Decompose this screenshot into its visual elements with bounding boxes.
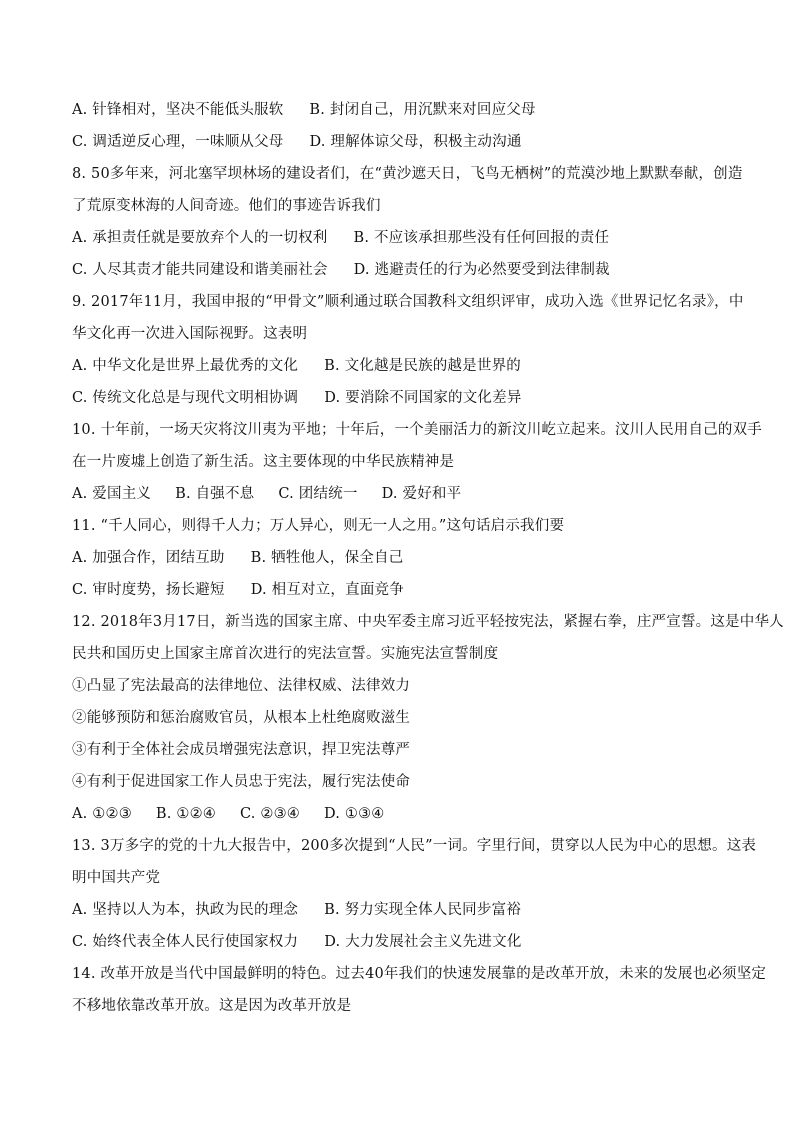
q12-item-1: ①凸显了宪法最高的法律地位、法律权威、法律效力 [72, 678, 411, 694]
q12-option-d: D. ①③④ [323, 806, 385, 822]
q14-stem-line-1: 14. 改革开放是当代中国最鲜明的特色。过去40年我们的快速发展靠的是改革开放，未来的发展也必须坚定 [72, 966, 767, 982]
q11-option-a: A. 加强合作，团结互助 [72, 550, 225, 566]
q11-options-row-2 [72, 580, 732, 600]
q9-option-b: B. 文化越是民族的越是世界的 [324, 358, 521, 374]
q9-stem-line-1: 9. 2017年11月，我国申报的“甲骨文”顺利通过联合国教科文组织评审，成功入选《世界记忆名录》，中 [72, 294, 744, 310]
q10-stem-line-1: 10. 十年前，一场天灾将汶川夷为平地；十年后，一个美丽活力的新汶川屹立起来。汶川人民用自己的双手 [72, 422, 762, 438]
q13-option-c: C. 始终代表全体人民行使国家权力 [72, 934, 299, 950]
q8-option-c: C. 人尽其责才能共同建设和谐美丽社会 [72, 262, 328, 278]
q13-stem-line-2: 明中国共产党 [72, 870, 161, 886]
q8-stem-line-2: 了荒原变林海的人间奇迹。他们的事迹告诉我们 [72, 198, 381, 214]
q10-options-row [72, 484, 732, 504]
q12-stem-line-1: 12. 2018年3月17日，新当选的国家主席、中央军委主席习近平轻按宪法，紧握右拳，庄严宣誓。这是中华人 [72, 614, 784, 630]
q9-option-d: D. 要消除不同国家的文化差异 [324, 390, 522, 406]
q8-option-a: A. 承担责任就是要放弃个人的一切权利 [72, 230, 328, 246]
q9-options-row-1 [72, 356, 732, 376]
q12-options-row [72, 804, 732, 824]
q12-item-4: ④有利于促进国家工作人员忠于宪法，履行宪法使命 [72, 774, 411, 790]
q12-item-3: ③有利于全体社会成员增强宪法意识，捍卫宪法尊严 [72, 742, 411, 758]
q9-option-a: A. 中华文化是世界上最优秀的文化 [72, 358, 299, 374]
q8-option-b: B. 不应该承担那些没有任何回报的责任 [353, 230, 610, 246]
q7-option-a: A. 针锋相对，坚决不能低头服软 [72, 102, 284, 118]
q13-stem-line-1: 13. 3万多字的党的十九大报告中，200多次提到“人民”一词。字里行间，贯穿以人民为中心的思想。这表 [72, 838, 757, 854]
q12-option-a: A. ①②③ [72, 806, 132, 822]
q13-option-b: B. 努力实现全体人民同步富裕 [324, 902, 521, 918]
q11-option-b: B. 牺牲他人，保全自己 [250, 550, 404, 566]
q8-options-row-1 [72, 228, 732, 248]
q7-option-b: B. 封闭自己，用沉默来对回应父母 [309, 102, 536, 118]
q12-stem-line-2: 民共和国历史上国家主席首次进行的宪法宣誓。实施宪法宣誓制度 [72, 646, 499, 662]
q10-option-d: D. 爱好和平 [381, 486, 462, 502]
q8-stem-line-1: 8. 50多年来，河北塞罕坝林场的建设者们，在“黄沙遮天日，飞鸟无栖树”的荒漠沙地上默默奉献，创造 [72, 166, 743, 182]
q9-options-row-2 [72, 388, 732, 408]
q7-option-d: D. 理解体谅父母，积极主动沟通 [309, 134, 522, 150]
q7-options-row-1 [72, 100, 732, 120]
q10-option-a: A. 爱国主义 [72, 486, 152, 502]
q13-options-row-1 [72, 900, 732, 920]
q10-option-c: C. 团结统一 [278, 486, 358, 502]
q14-stem-line-2: 不移地依靠改革开放。这是因为改革开放是 [72, 998, 352, 1014]
q12-option-b: B. ①②④ [155, 806, 216, 822]
q8-options-row-2 [72, 260, 732, 280]
q7-options-row-2 [72, 132, 732, 152]
q12-item-2: ②能够预防和惩治腐败官员，从根本上杜绝腐败滋生 [72, 710, 411, 726]
q10-stem-line-2: 在一片废墟上创造了新生活。这主要体现的中华民族精神是 [72, 454, 455, 470]
q13-option-a: A. 坚持以人为本，执政为民的理念 [72, 902, 299, 918]
q7-option-c: C. 调适逆反心理，一味顺从父母 [72, 134, 284, 150]
q12-option-c: C. ②③④ [239, 806, 300, 822]
q11-option-c: C. 审时度势，扬长避短 [72, 582, 225, 598]
q11-option-d: D. 相互对立，直面竞争 [250, 582, 404, 598]
q8-option-d: D. 逃避责任的行为必然要受到法律制裁 [353, 262, 610, 278]
q10-option-b: B. 自强不息 [175, 486, 255, 502]
q13-option-d: D. 大力发展社会主义先进文化 [324, 934, 522, 950]
q11-stem-line-1: 11. “千人同心，则得千人力；万人异心，则无一人之用。”这句话启示我们要 [72, 518, 565, 534]
q9-option-c: C. 传统文化总是与现代文明相协调 [72, 390, 299, 406]
q13-options-row-2 [72, 932, 732, 952]
q9-stem-line-2: 华文化再一次进入国际视野。这表明 [72, 326, 308, 342]
q11-options-row-1 [72, 548, 732, 568]
